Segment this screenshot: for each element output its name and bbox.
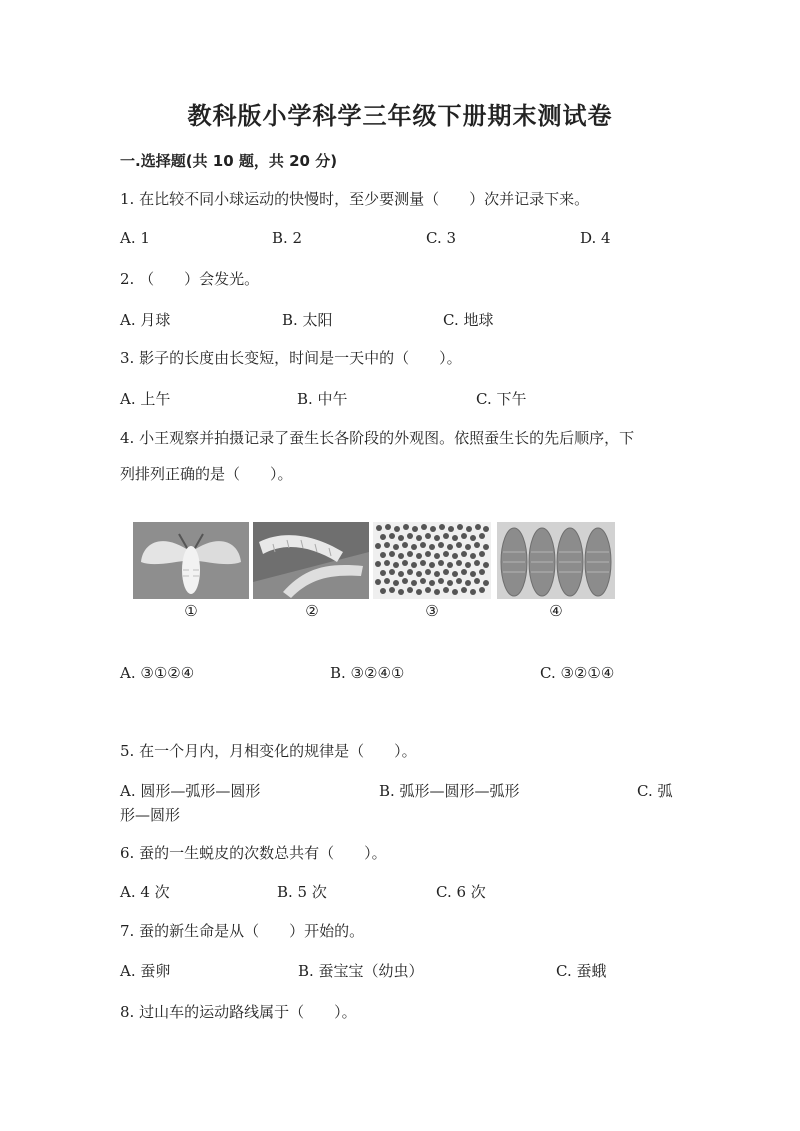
q6-option-c: C. 6 次 — [436, 883, 486, 901]
photo-silkworm-pupae — [497, 522, 615, 599]
q6-option-b: B. 5 次 — [277, 883, 327, 901]
q1-option-c: C. 3 — [426, 229, 457, 247]
section-heading: 一.选择题(共 10 题，共 20 分) — [120, 152, 338, 170]
q7-option-c: C. 蚕蛾 — [556, 962, 607, 980]
q4-option-b: B. ③②④① — [330, 664, 405, 682]
q1-option-b: B. 2 — [272, 229, 303, 247]
photo-silkworm-moth — [133, 522, 249, 599]
caption-3: ③ — [425, 602, 439, 620]
caption-2: ② — [305, 602, 319, 620]
photo-silkworm-larva — [253, 522, 369, 599]
q5-option-c: C. 弧 — [637, 782, 673, 800]
q4-option-c: C. ③②①④ — [540, 664, 615, 682]
question-4-line-1: 4. 小王观察并拍摄记录了蚕生长各阶段的外观图。依照蚕生长的先后顺序，下 — [120, 429, 635, 447]
q6-option-a: A. 4 次 — [120, 883, 170, 901]
q3-option-c: C. 下午 — [476, 390, 527, 408]
question-5: 5. 在一个月内，月相变化的规律是（ ）。 — [120, 742, 417, 760]
q4-option-a: A. ③①②④ — [120, 664, 195, 682]
question-7: 7. 蚕的新生命是从（ ）开始的。 — [120, 922, 365, 940]
question-4-line-2: 列排列正确的是（ ）。 — [120, 465, 293, 483]
q2-option-c: C. 地球 — [443, 311, 494, 329]
q7-option-b: B. 蚕宝宝（幼虫） — [298, 962, 424, 980]
question-2: 2. （ ）会发光。 — [120, 270, 260, 288]
photo-silkworm-eggs — [373, 522, 491, 599]
caption-4: ④ — [549, 602, 563, 620]
q5-option-a: A. 圆形—弧形—圆形 — [120, 782, 261, 800]
question-3: 3. 影子的长度由长变短，时间是一天中的（ ）。 — [120, 349, 462, 367]
silkworm-stage-photos — [133, 522, 615, 622]
question-1: 1. 在比较不同小球运动的快慢时，至少要测量（ ）次并记录下来。 — [120, 190, 590, 208]
q5-option-b: B. 弧形—圆形—弧形 — [379, 782, 520, 800]
q2-option-b: B. 太阳 — [282, 311, 333, 329]
q7-option-a: A. 蚕卵 — [120, 962, 171, 980]
question-8: 8. 过山车的运动路线属于（ ）。 — [120, 1003, 357, 1021]
q3-option-a: A. 上午 — [120, 390, 171, 408]
page-title: 教科版小学科学三年级下册期末测试卷 — [187, 102, 613, 130]
q2-option-a: A. 月球 — [120, 311, 171, 329]
q1-option-d: D. 4 — [580, 229, 611, 247]
question-6: 6. 蚕的一生蜕皮的次数总共有（ ）。 — [120, 844, 387, 862]
q3-option-b: B. 中午 — [297, 390, 348, 408]
q5-option-c-continued: 形—圆形 — [120, 806, 181, 824]
caption-1: ① — [184, 602, 198, 620]
q1-option-a: A. 1 — [120, 229, 150, 247]
